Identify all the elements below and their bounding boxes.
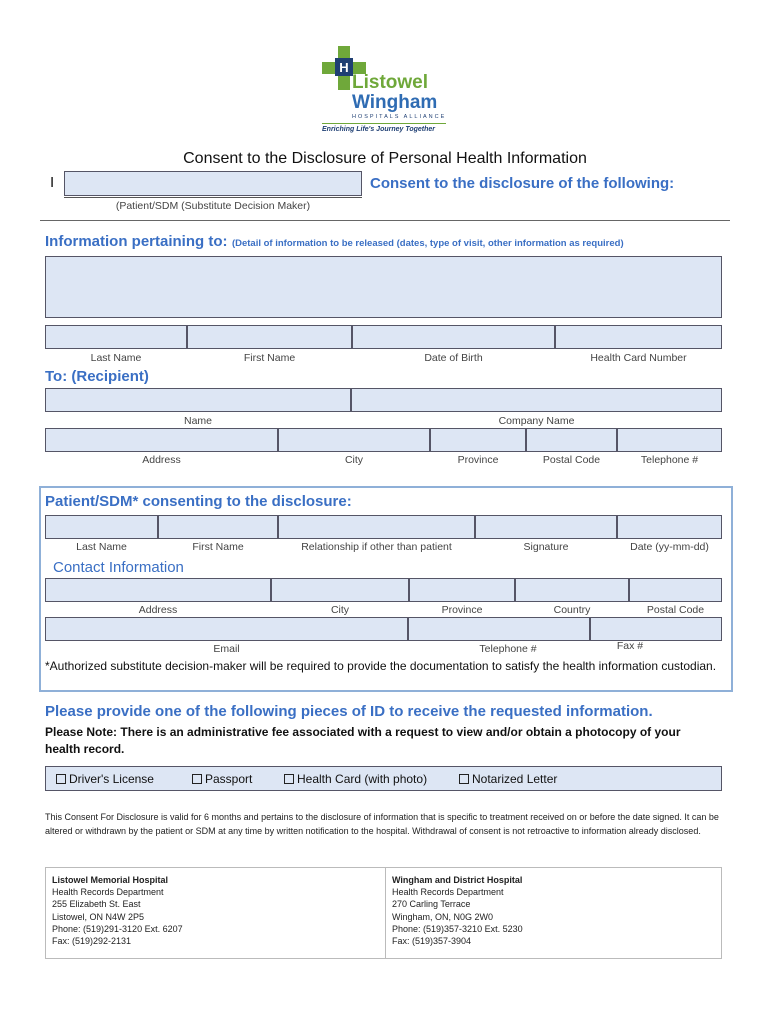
last-name-field[interactable] [45,325,187,349]
recipient-postal-code-label: Postal Code [542,454,601,466]
intro-prefix: I [50,174,55,191]
option-health-card[interactable] [284,772,427,786]
contact-postal-code-label: Postal Code [646,604,705,616]
consent-first-name-field[interactable] [158,515,278,539]
checkbox-icon[interactable] [192,774,202,784]
health-card-field[interactable] [555,325,722,349]
option-drivers-license-label: Driver's License [69,772,154,786]
consent-first-name-label: First Name [192,541,244,553]
hospital-city: Wingham, ON, N0G 2W0 [392,911,494,922]
option-passport[interactable] [192,772,252,786]
contact-email-field[interactable] [45,617,408,641]
contact-fax-label: Fax # [616,640,644,652]
hospital-name: Listowel Memorial Hospital [52,875,169,885]
logo-name-line2: Wingham [352,92,438,113]
contact-province-field[interactable] [409,578,515,602]
contact-city-field[interactable] [271,578,409,602]
option-notarized-letter-label: Notarized Letter [472,772,558,786]
recipient-address-field[interactable] [45,428,278,452]
contact-address-label: Address [138,604,178,616]
consent-date-field[interactable] [617,515,722,539]
info-detail-field[interactable] [45,256,722,318]
option-drivers-license[interactable] [56,772,154,786]
logo-subtitle: HOSPITALS ALLIANCE [352,114,447,120]
option-notarized-letter[interactable] [459,772,557,786]
consenting-heading: Patient/SDM* consenting to the disclosure: [45,493,352,510]
patient-sdm-name-field[interactable] [64,171,362,196]
patient-sdm-field-label: (Patient/SDM (Substitute Decision Maker) [115,200,311,212]
info-heading-line [45,233,624,251]
logo [322,46,452,136]
recipient-province-label: Province [457,454,499,466]
last-name-label: Last Name [90,352,142,364]
contact-country-field[interactable] [515,578,629,602]
consent-signature-label: Signature [523,541,569,553]
hospital-wingham [392,874,712,947]
recipient-telephone-field[interactable] [617,428,722,452]
recipient-company-label: Company Name [498,415,575,427]
hospital-name: Wingham and District Hospital [392,875,523,885]
id-heading: Please provide one of the following pieces of ID to receive the requested information. [45,703,653,720]
checkbox-icon[interactable] [459,774,469,784]
hospital-phone: Phone: (519)291-3120 Ext. 6207 [52,923,183,934]
hospital-listowel [52,874,372,947]
consent-signature-field[interactable] [475,515,617,539]
recipient-city-field[interactable] [278,428,430,452]
validity-text: This Consent For Disclosure is valid for 6 months and pertains to the disclosure of information that is specific to treatment received on or before the date signed. It can be altered or withdrawn by the patient or SDM at any time by written notification to the hospital. Withdrawal of consent is not retroactive to information already disclosed. [45,812,719,836]
recipient-province-field[interactable] [430,428,526,452]
recipient-heading: To: (Recipient) [45,368,149,385]
contact-fax-field[interactable] [590,617,722,641]
date-of-birth-label: Date of Birth [424,352,483,364]
logo-tagline: Enriching Life's Journey Together [322,126,436,133]
contact-email-label: Email [213,643,240,655]
recipient-telephone-label: Telephone # [640,454,699,466]
checkbox-icon[interactable] [56,774,66,784]
contact-heading: Contact Information [53,559,184,576]
id-options-box [45,766,722,791]
option-passport-label: Passport [205,772,253,786]
first-name-field[interactable] [187,325,352,349]
hospital-dept: Health Records Department [392,887,504,898]
health-card-label: Health Card Number [590,352,687,364]
fee-note: Please Note: There is an administrative fee associated with a request to view and/or obtain a photocopy of your health record. [45,725,681,756]
first-name-label: First Name [243,352,296,364]
contact-country-label: Country [553,604,591,616]
hospital-fax: Fax: (519)292-2131 [52,936,132,947]
hospital-city: Listowel, ON N4W 2P5 [52,911,145,922]
contact-telephone-label: Telephone # [479,643,537,655]
consent-last-name-label: Last Name [76,541,127,553]
date-of-birth-field[interactable] [352,325,555,349]
option-health-card-label: Health Card (with photo) [297,772,428,786]
form-title: Consent to the Disclosure of Personal Health Information [183,150,587,167]
contact-telephone-field[interactable] [408,617,590,641]
hospital-contacts [45,867,722,959]
intro-suffix: Consent to the disclosure of the following: [370,175,675,192]
recipient-name-field[interactable] [45,388,351,412]
info-detail: (Detail of information to be released (dates, type of visit, other information as required) [231,238,624,249]
consent-date-label: Date (yy-mm-dd) [630,541,709,553]
recipient-name-label: Name [183,415,212,427]
recipient-company-field[interactable] [351,388,722,412]
hospital-street: 255 Elizabeth St. East [52,899,141,910]
recipient-address-label: Address [142,454,181,466]
consent-relationship-label: Relationship if other than patient [301,541,452,553]
recipient-city-label: City [344,454,364,466]
contact-address-field[interactable] [45,578,271,602]
consent-relationship-field[interactable] [278,515,475,539]
contact-province-label: Province [441,604,483,616]
hospital-dept: Health Records Department [52,887,164,898]
consent-last-name-field[interactable] [45,515,158,539]
recipient-postal-code-field[interactable] [526,428,617,452]
hospital-street: 270 Carling Terrace [392,899,471,910]
contact-city-label: City [330,604,350,616]
info-heading: Information pertaining to: [45,233,228,250]
checkbox-icon[interactable] [284,774,294,784]
contact-postal-code-field[interactable] [629,578,722,602]
hospital-phone: Phone: (519)357-3210 Ext. 5230 [392,923,523,934]
svg-text:H: H [339,60,349,75]
logo-name-line1: Listowel [352,72,429,93]
sdm-note: *Authorized substitute decision-maker will be required to provide the documentation to satisfy the health information custodian. [45,659,717,673]
hospital-fax: Fax: (519)357-3904 [392,936,472,947]
